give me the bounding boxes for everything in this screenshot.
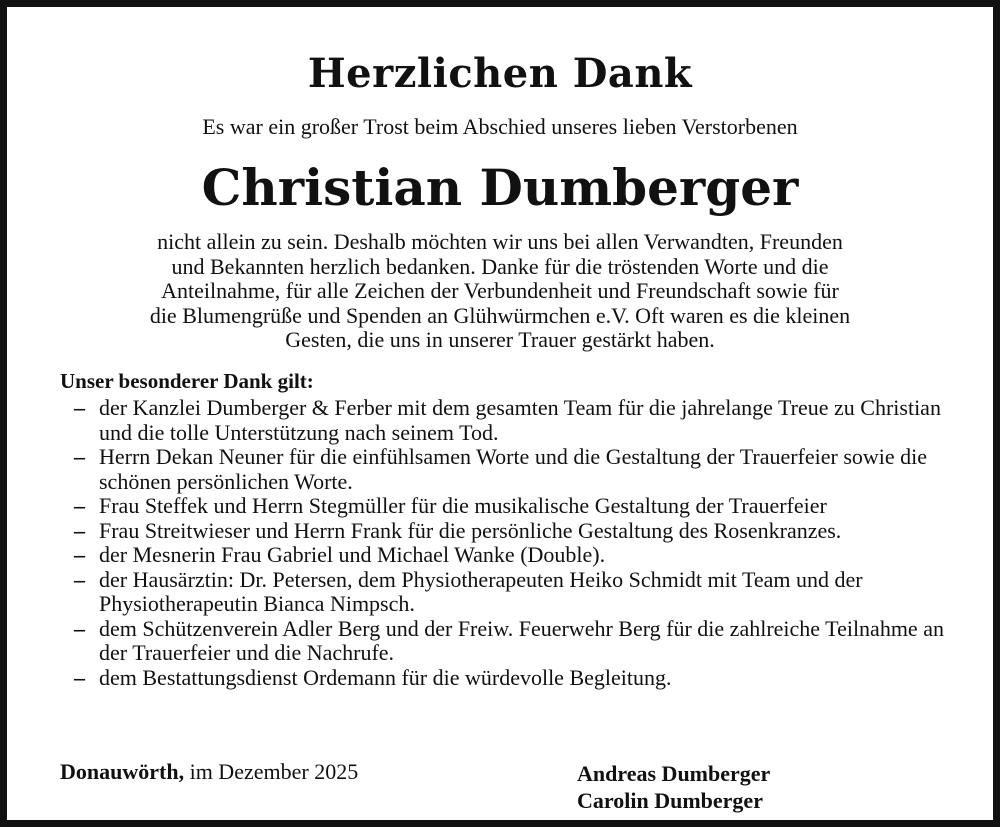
dash-bullet-icon: –	[74, 444, 85, 469]
place-date-line	[60, 759, 358, 785]
signatory-name: Carolin Dumberger	[577, 788, 763, 813]
thanks-item-text: dem Schützenverein Adler Berg und der Freiw. Feuerwehr Berg für die zahlreiche Teilnahme an der Trauerfeier und die Nachrufe.	[99, 615, 944, 665]
notice-date: im Dezember 2025	[189, 759, 359, 784]
thanks-list-item	[60, 543, 960, 568]
thanks-item-text: dem Bestattungsdienst Ordemann für die würdevolle Begleitung.	[99, 664, 672, 690]
thanks-item-text: Herrn Dekan Neuner für die einfühlsamen Worte und die Gestaltung der Trauerfeier sowie die schönen persönlichen Worte.	[99, 444, 928, 494]
signatory-name: Andreas Dumberger	[577, 761, 771, 786]
thanks-item-text: Frau Steffek und Herrn Stegmüller für die musikalische Gestaltung der Trauerfeier	[99, 493, 827, 518]
thanks-list-item	[60, 568, 960, 617]
thanks-heading: Unser besonderer Dank gilt:	[60, 369, 314, 393]
thanks-item-text: der Kanzlei Dumberger & Ferber mit dem gesamten Team für die jahrelange Treue zu Christian und die tolle Unterstützung nach seinem Tod.	[99, 395, 941, 445]
dash-bullet-icon: –	[74, 542, 85, 567]
intro-paragraph: nicht allein zu sein. Deshalb möchten wir uns bei allen Verwandten, Freunden und Bekannten herzlich bedanken. Danke für die tröstenden Worte und die Anteilnahme, für alle Zeichen der Verbundenheit und Freundschaft sowie für die Blumengrüße und Spenden an Glühwürmchen e.V. Oft waren es die kleinen Gesten, die uns in unserer Trauer gestärkt haben.	[149, 229, 851, 352]
thanks-item-text: Frau Streitwieser und Herrn Frank für die persönliche Gestaltung des Rosenkranzes.	[99, 517, 842, 543]
dash-bullet-icon: –	[74, 517, 85, 543]
place-name: Donauwörth,	[60, 759, 185, 784]
dash-bullet-icon: –	[74, 615, 85, 641]
dash-bullet-icon: –	[74, 566, 85, 592]
notice-title: Herzlichen Dank	[307, 50, 693, 97]
dash-bullet-icon: –	[74, 664, 85, 690]
thanks-list-item	[60, 494, 960, 519]
notice-subtitle: Es war ein großer Trost beim Abschied unseres lieben Verstorbenen	[202, 114, 798, 139]
dash-bullet-icon: –	[74, 395, 85, 420]
thanks-list-item	[60, 396, 960, 445]
deceased-name: Christian Dumberger	[201, 158, 799, 217]
dash-bullet-icon: –	[74, 493, 85, 518]
signatures-block	[577, 760, 770, 814]
thanks-item-text: der Mesnerin Frau Gabriel und Michael Wanke (Double).	[99, 542, 606, 567]
thanks-list-item	[60, 445, 960, 494]
thanks-list-item	[60, 617, 960, 666]
thanks-list	[60, 396, 960, 690]
thanks-list-item	[60, 666, 960, 691]
thanks-list-item	[60, 519, 960, 544]
thanks-item-text: der Hausärztin: Dr. Petersen, dem Physiotherapeuten Heiko Schmidt mit Team und der Physiotherapeutin Bianca Nimpsch.	[99, 566, 863, 616]
